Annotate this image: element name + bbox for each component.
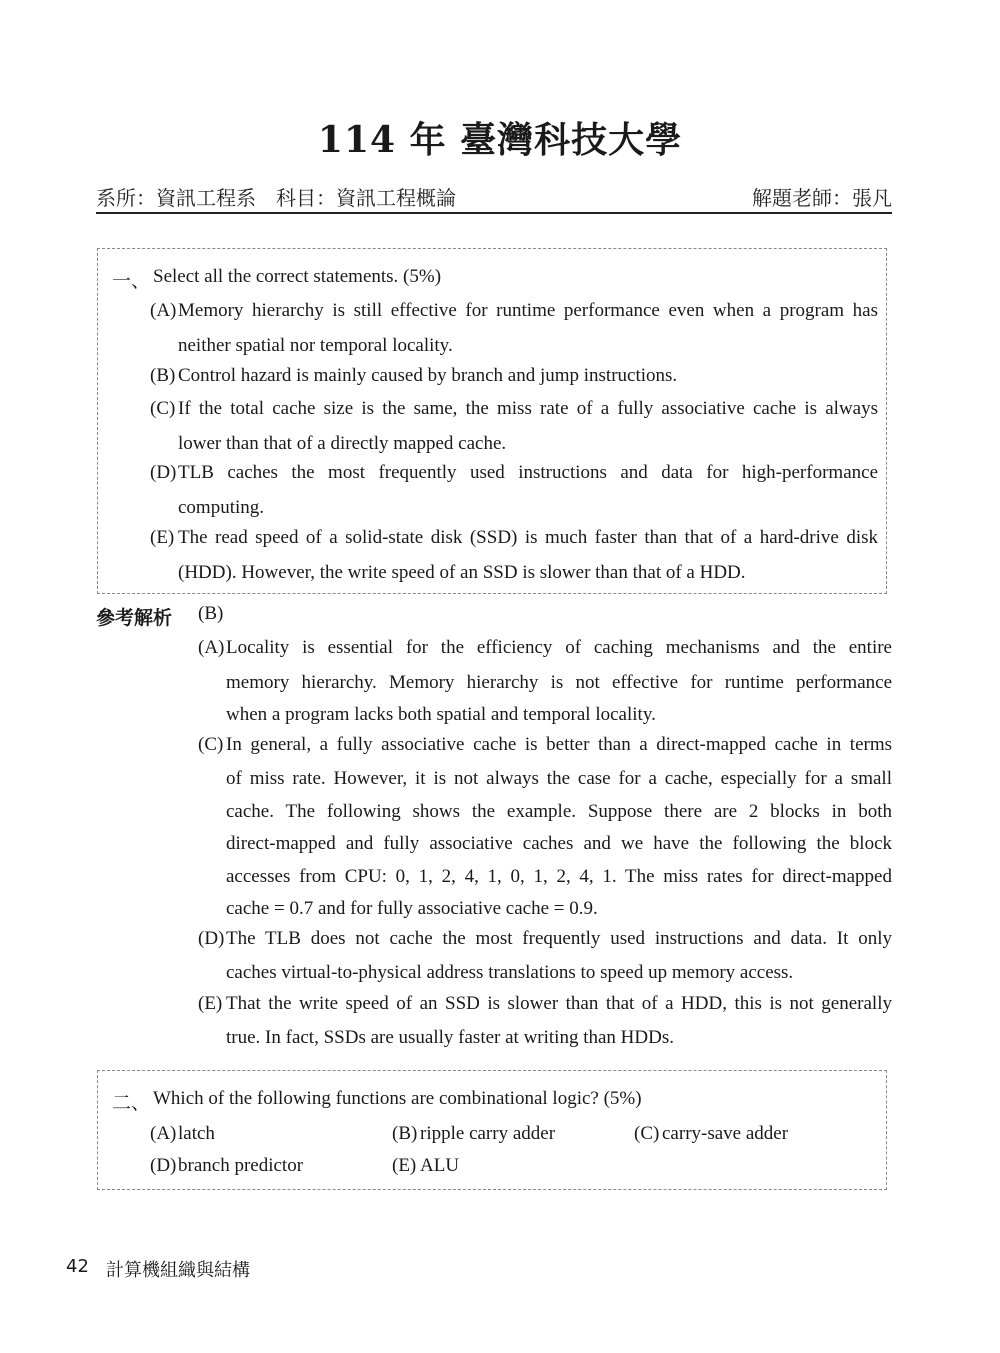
question-1-prompt: Select all the correct statements. (5%) [153,266,442,287]
explanation-c-line2: of miss rate. However, it is not always the case for a cache, especially for a small [226,768,892,789]
explanation-a-line1: Locality is essential for the efficiency of caching mechanisms and the entire [226,637,892,658]
explanation-a-letter: (A) [198,637,225,658]
explanation-a-line2: memory hierarchy. Memory hierarchy is not effective for runtime performance [226,672,892,693]
q2-option-e-text: ALU [420,1155,460,1176]
q1-option-a-line1: Memory hierarchy is still effective for runtime performance even when a program has [178,300,878,321]
q2-option-b-text: ripple carry adder [420,1123,556,1144]
q2-option-d-letter: (D) [150,1155,177,1176]
header-teacher: 解題老師：張凡 [752,186,892,210]
q2-option-c-text: carry-save adder [662,1123,789,1144]
question-1-number: 一、 [112,270,151,292]
explanation-a-line3: when a program lacks both spatial and temporal locality. [226,704,656,725]
explanation-e-line1: That the write speed of an SSD is slower than that of a HDD, this is not generally [226,993,892,1014]
q2-option-e-letter: (E) [392,1155,417,1176]
q1-option-c-line1: If the total cache size is the same, the miss rate of a fully associative cache is always [178,398,878,419]
q2-option-c-letter: (C) [634,1123,660,1144]
q2-option-a-text: latch [178,1123,215,1144]
q2-option-d-text: branch predictor [178,1155,304,1176]
explanation-c-line4: direct-mapped and fully associative caches and we have the following the block [226,833,892,854]
q1-option-d-line2: computing. [178,497,265,518]
question-2-number: 二、 [112,1092,151,1114]
q2-option-b-letter: (B) [392,1123,418,1144]
header-rule [96,212,892,214]
q1-option-e-letter: (E) [150,527,175,548]
question-2-prompt: Which of the following functions are combinational logic? (5%) [153,1088,642,1109]
q1-option-d-letter: (D) [150,462,177,483]
page-title: 114 年 臺灣科技大學 [317,119,683,161]
q1-option-d-line1: TLB caches the most frequently used instructions and data for high-performance [178,462,878,483]
answer-label: 參考解析 [96,607,173,629]
explanation-c-line3: cache. The following shows the example. Suppose there are 2 blocks in both [226,801,892,822]
q2-option-a-letter: (A) [150,1123,177,1144]
q1-option-a-letter: (A) [150,300,177,321]
explanation-e-letter: (E) [198,993,223,1014]
explanation-e-line2: true. In fact, SSDs are usually faster at writing than HDDs. [226,1027,674,1048]
footer-page-number: 42 [66,1256,89,1277]
header-department-subject: 系所：資訊工程系 科目：資訊工程概論 [96,186,456,210]
q1-option-e-line1: The read speed of a solid-state disk (SSD) is much faster than that of a hard-drive disk [178,527,878,548]
answer-result: (B) [198,603,224,624]
explanation-c-line5: accesses from CPU: 0, 1, 2, 4, 1, 0, 1, 2, 4, 1. The miss rates for direct-mapped [226,866,892,887]
explanation-c-letter: (C) [198,734,224,755]
q1-option-c-letter: (C) [150,398,176,419]
q1-option-c-line2: lower than that of a directly mapped cache. [178,433,507,454]
q1-option-e-line2: (HDD). However, the write speed of an SSD is slower than that of a HDD. [178,562,746,583]
explanation-d-line1: The TLB does not cache the most frequently used instructions and data. It only [226,928,892,949]
explanation-d-letter: (D) [198,928,225,949]
explanation-c-line6: cache = 0.7 and for fully associative cache = 0.9. [226,898,598,919]
q1-option-b-line1: Control hazard is mainly caused by branch and jump instructions. [178,365,678,386]
footer-book-title: 計算機組織與結構 [106,1260,250,1281]
q1-option-b-letter: (B) [150,365,176,386]
explanation-c-line1: In general, a fully associative cache is better than a direct-mapped cache in terms [226,734,892,755]
explanation-d-line2: caches virtual-to-physical address translations to speed up memory access. [226,962,794,983]
q1-option-a-line2: neither spatial nor temporal locality. [178,335,453,356]
